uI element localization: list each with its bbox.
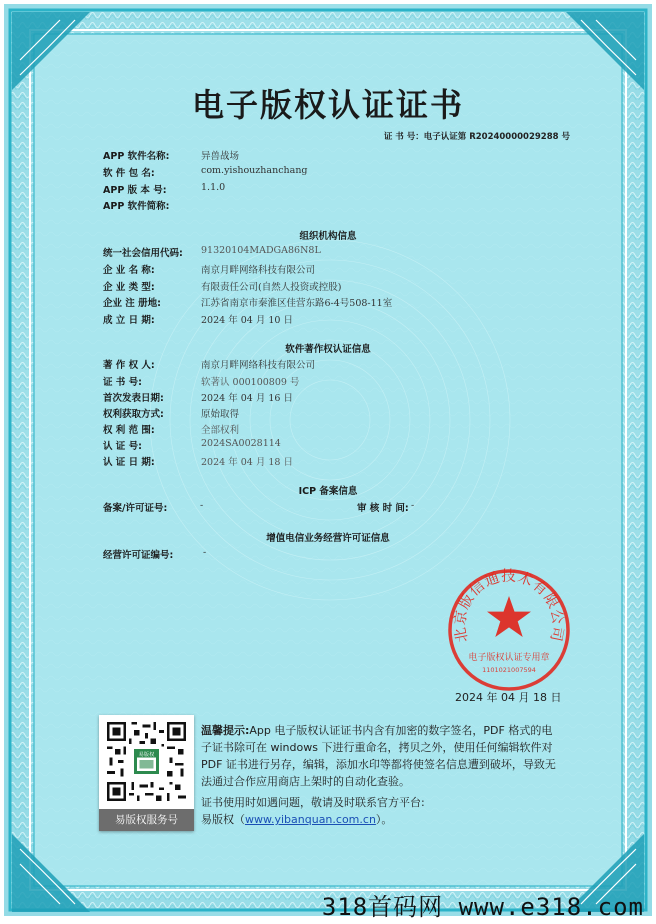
certificate-title: 电子版权认证证书 [191,86,464,124]
qr-logo-text: 易版权 [138,751,155,758]
org-section-heading: 组织机构信息 [299,231,357,242]
platform-suffix: ）。 [375,813,393,826]
rights-scope-label: 权 利 范 围: [103,425,155,436]
seal-ring-text: 北京版信通技术有限公司 [452,568,566,644]
seal-number: 1101021007594 [482,666,536,674]
notice-text: App 电子版权认证证书内含有加密的数字签名，PDF 格式的电子证书除可在 windows 下进行重命名，拷贝之外，使用任何编辑软件对 PDF 证书进行另存，编辑，添加水印等都将使签名信息遭到破坏，导致无法通过合作应用商店上架时的自动化查验。 [201,724,556,788]
auth-number-label: 认 证 号: [103,441,142,452]
qr-service-label: 易版权服务号 [99,809,194,831]
seal-date: 2024 年 04 月 18 日 [455,691,562,704]
telecom-license-value: - [203,547,207,558]
app-name-label: APP 软件名称: [103,151,170,162]
owner-label: 著 作 权 人: [103,360,155,371]
auth-date-value: 2024 年 04 月 18 日 [201,457,293,468]
publish-date-value: 2024 年 04 月 16 日 [201,393,293,404]
icp-license-value: - [200,500,204,511]
company-name-label: 企 业 名 称: [103,265,155,276]
review-time-label: 审 核 时 间: [357,503,409,514]
short-name-label: APP 软件简称: [103,201,170,212]
package-value: com.yishouzhanchang [201,165,308,176]
company-name-value: 南京月畔网络科技有限公司 [201,265,316,276]
auth-date-label: 认 证 日 期: [103,457,155,468]
app-name-value: 异兽战场 [201,151,240,162]
company-address-value: 江苏省南京市秦淮区佳营东路6-4号508-11室 [201,298,393,309]
package-label: 软 件 包 名: [103,168,155,179]
platform-prefix: 易版权（ [201,813,245,826]
notice-title: 温馨提示: [201,724,250,737]
version-label: APP 版 本 号: [103,185,167,196]
rights-scope-value: 全部权利 [201,425,240,436]
certificate-number: 证 书 号：电子认证第 R20240000029288 号 [383,132,570,142]
site-watermark: 318首码网 www.e318.com [321,893,644,921]
copyright-number-label: 证 书 号: [103,377,142,388]
qr-code-card [99,715,194,831]
acquire-method-label: 权利获取方式: [103,409,164,420]
established-date-value: 2024 年 04 月 10 日 [201,315,293,326]
platform-line [201,811,392,827]
owner-value: 南京月畔网络科技有限公司 [201,360,316,371]
version-value: 1.1.0 [201,182,226,193]
contact-line: 证书使用时如遇问题，敬请及时联系官方平台: [201,796,425,809]
credit-code-label: 统一社会信用代码: [103,248,183,259]
review-time-value: - [411,500,415,511]
qr-code-image [107,722,186,801]
icp-section-heading: ICP 备案信息 [298,486,358,497]
copyright-number-value: 软著认 000100809 号 [201,377,300,388]
notice-paragraph [201,722,557,790]
publish-date-label: 首次发表日期: [103,393,164,404]
established-date-label: 成 立 日 期: [103,315,155,326]
official-seal-stamp [445,566,573,694]
company-address-label: 企业 注 册地: [103,298,161,309]
icp-license-label: 备案/许可证号: [103,503,168,514]
auth-number-value: 2024SA0028114 [201,438,281,449]
seal-center-text: 电子版权认证专用章 [468,653,550,663]
company-type-value: 有限责任公司(自然人投资或控股) [201,282,342,293]
telecom-license-label: 经营许可证编号: [103,550,174,561]
copyright-section-heading: 软件著作权认证信息 [285,344,371,355]
telecom-section-heading: 增值电信业务经营许可证信息 [266,533,390,544]
platform-link[interactable]: www.yibanquan.com.cn [245,813,376,826]
company-type-label: 企 业 类 型: [103,282,155,293]
acquire-method-value: 原始取得 [201,409,240,420]
credit-code-value: 91320104MADGA86N8L [201,245,321,256]
